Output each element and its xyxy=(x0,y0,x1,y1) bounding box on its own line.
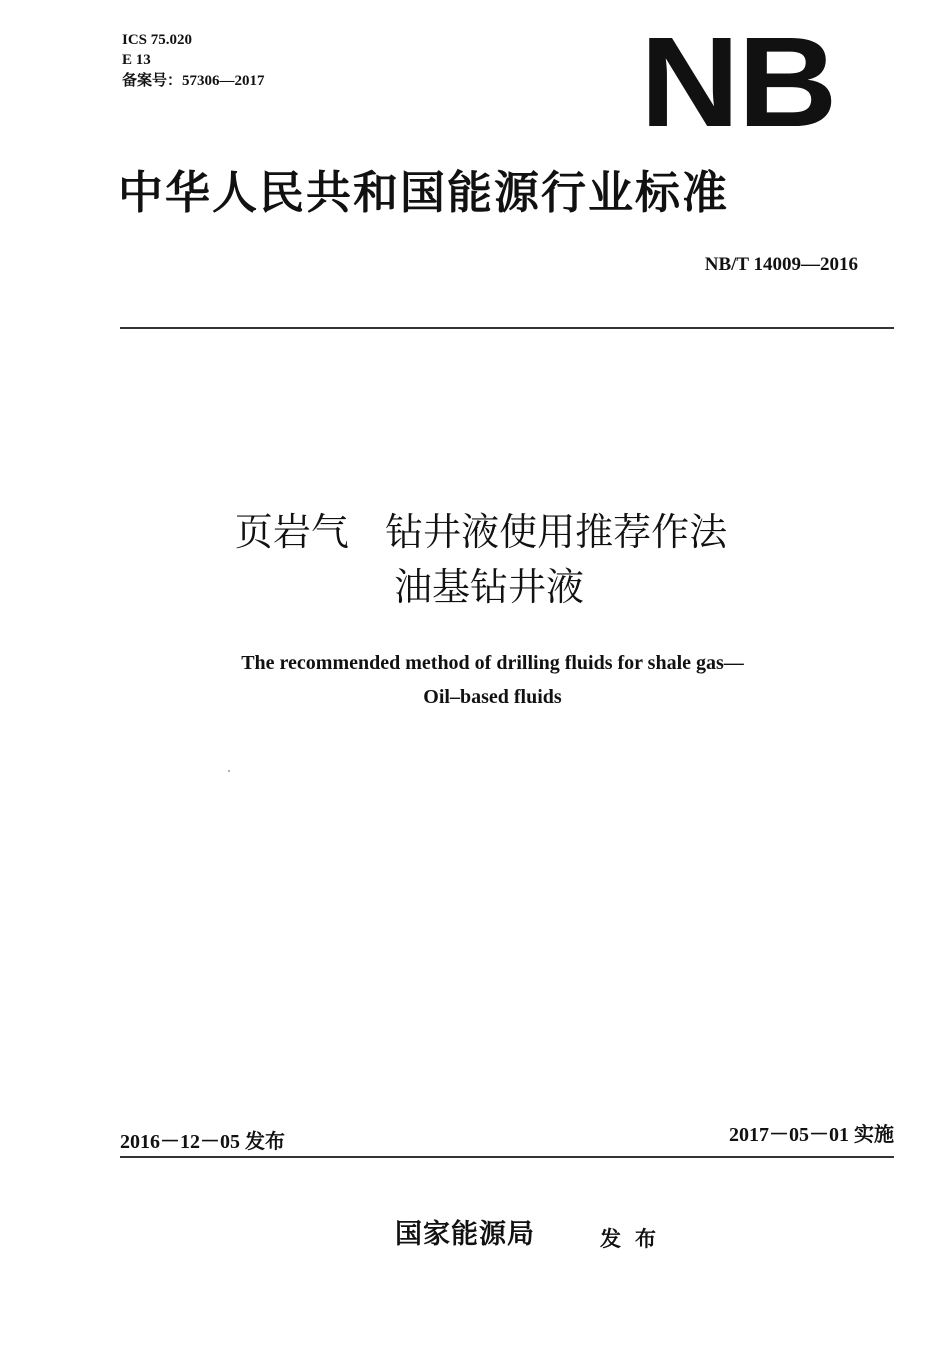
ics-code: ICS 75.020 xyxy=(122,32,193,48)
standard-number: NB/T 14009—2016 xyxy=(704,254,858,275)
registration-number: 备案号：57306—2017 xyxy=(122,73,265,89)
chinese-title-line-1: 页岩气 钻井液使用推荐作法 xyxy=(234,510,728,554)
bottom-divider xyxy=(120,1156,894,1158)
nb-logo: NB xyxy=(640,11,836,154)
english-title-line-1: The recommended method of drilling fluids for shale gas— xyxy=(241,652,744,674)
top-divider xyxy=(120,327,894,329)
english-title-line-2: Oil–based fluids xyxy=(423,686,562,708)
standard-title: 中华人民共和国能源行业标准 xyxy=(118,166,730,219)
category-code: E 13 xyxy=(122,52,151,68)
publisher-name: 国家能源局 xyxy=(395,1219,535,1250)
publisher-action: 发布 xyxy=(600,1227,670,1251)
chinese-title-line-2: 油基钻井液 xyxy=(393,565,584,609)
implementation-date: 2017－05－01 实施 xyxy=(729,1124,894,1146)
issue-date: 2016－12－05 发布 xyxy=(120,1131,285,1153)
scan-speck xyxy=(228,770,230,772)
